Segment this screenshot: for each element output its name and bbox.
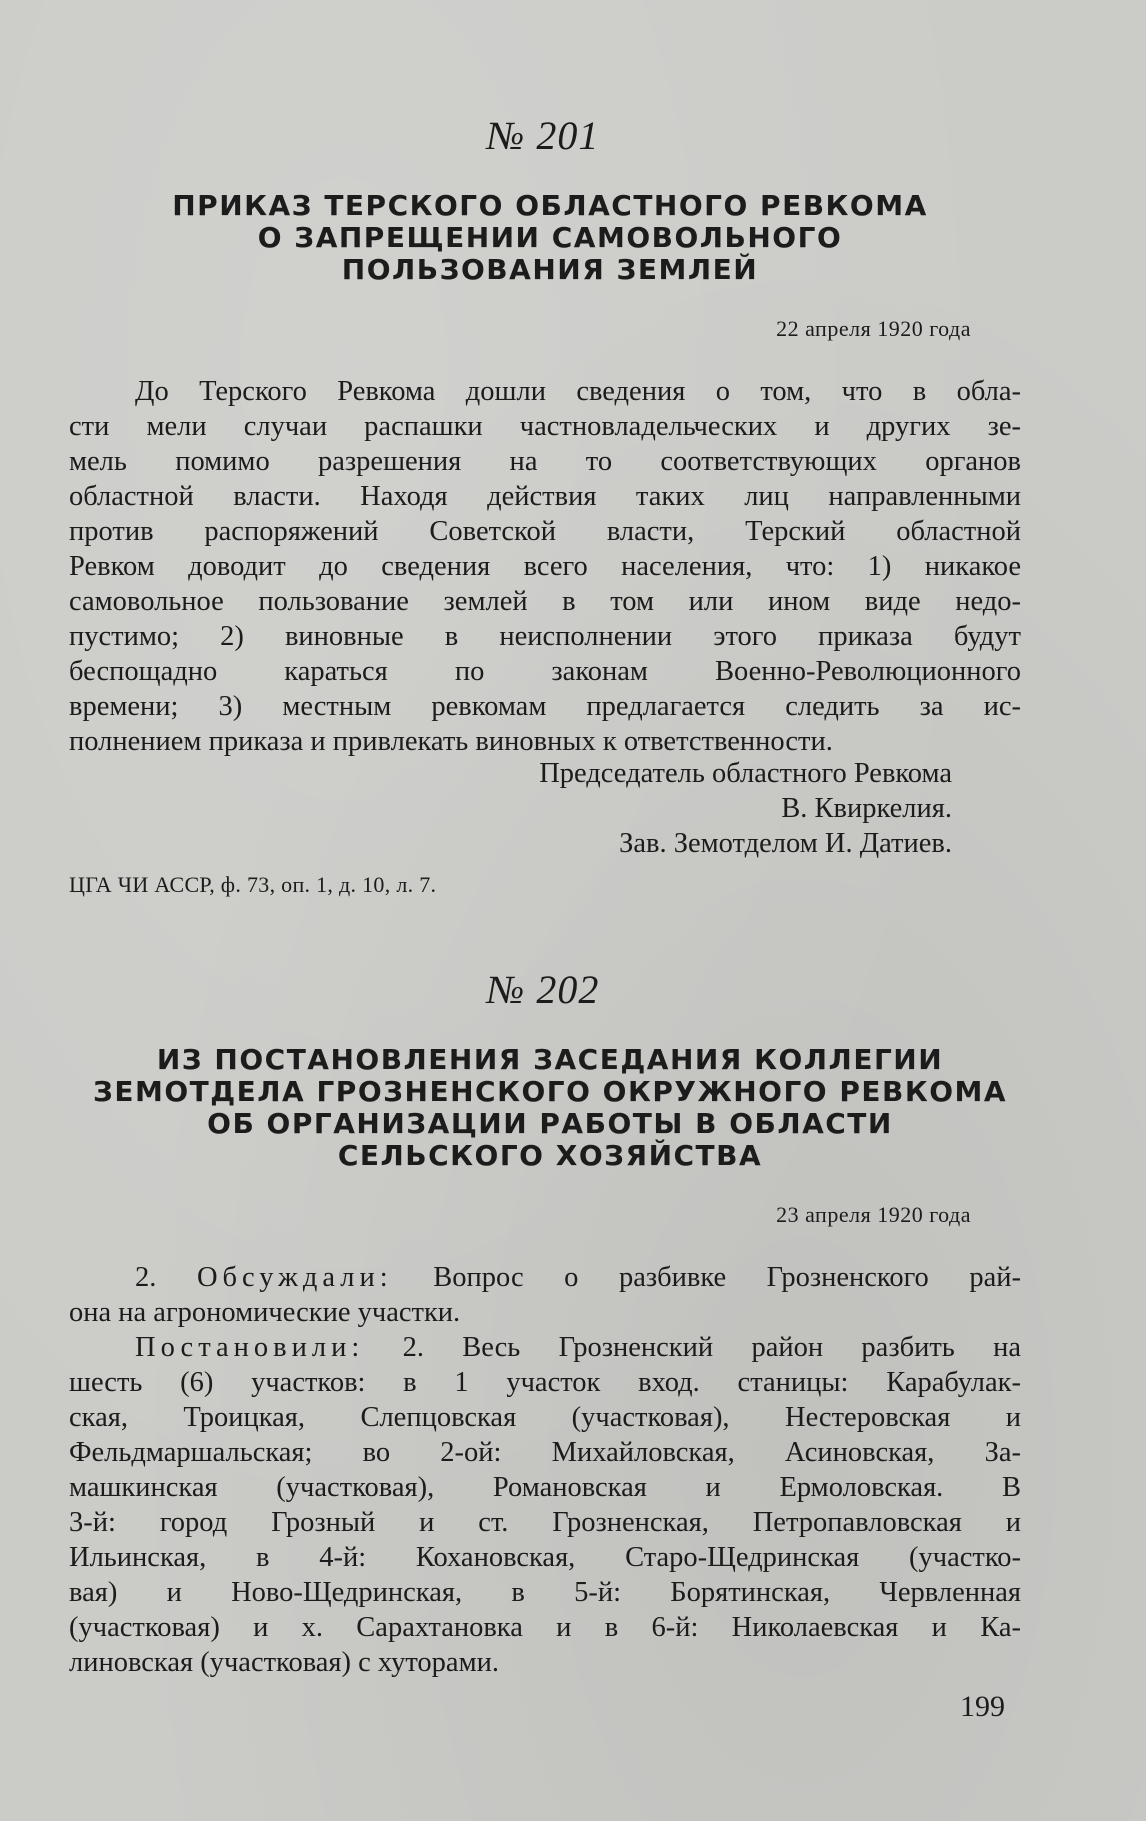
body-line: ская, Троицкая, Слепцовская (участковая), Нестеровская и (69, 1402, 1021, 1433)
discussed-label: Обсуждали: (196, 1262, 393, 1293)
doc-202-title-line: ИЗ ПОСТАНОВЛЕНИЯ ЗАСЕДАНИЯ КОЛЛЕГИИ (156, 1043, 944, 1076)
body-line: беспощадно караться по законам Военно-Революционного (69, 656, 1021, 687)
discussed-line (69, 1260, 1021, 1295)
doc-202-title-line: СЕЛЬСКОГО ХОЗЯЙСТВА (337, 1139, 763, 1172)
doc-201-title-line: О ЗАПРЕЩЕНИИ САМОВОЛЬНОГО (257, 221, 843, 254)
body-line: полнением приказа и привлекать виновных к ответственности. (69, 726, 833, 757)
body-line: Ильинская, в 4-й: Кохановская, Старо-Щедринская (участко- (69, 1542, 1021, 1573)
body-line: Фельдмаршальская; во 2-ой: Михайловская, Асиновская, За- (69, 1437, 1021, 1468)
body-line: пустимо; 2) виновные в неисполнении этого приказа будут (69, 621, 1021, 652)
body-line: времени; 3) местным ревкомам предлагается следить за ис- (69, 691, 1021, 722)
discussed-prefix: 2. (135, 1262, 157, 1293)
signature-line: Зав. Земотделом И. Датиев. (619, 828, 952, 859)
doc-202-body (69, 1260, 1021, 1680)
body-line: 3-й: город Грозный и ст. Грозненская, Петропавловская и (69, 1507, 1021, 1538)
doc-201-date: 22 апреля 1920 года (776, 316, 971, 341)
body-line: против распоряжений Советской власти, Терский областной (69, 516, 1021, 547)
doc-201-title-line: ПОЛЬЗОВАНИЯ ЗЕМЛЕЙ (341, 253, 759, 286)
doc-201-number: № 201 (486, 113, 600, 158)
body-line: областной власти. Находя действия таких лиц направленными (69, 481, 1021, 512)
body-line: (участковая) и х. Сарахтановка и в 6-й: Николаевская и Ка- (69, 1612, 1021, 1643)
resolved-line (69, 1330, 1021, 1365)
body-line: До Терского Ревкома дошли сведения о том, что в обла- (135, 376, 1021, 407)
body-line: мель помимо разрешения на то соответствующих органов (69, 446, 1021, 477)
discussed-text: Вопрос о разбивке Грозненского рай- (433, 1262, 1021, 1293)
doc-202-title-line: ЗЕМОТДЕЛА ГРОЗНЕНСКОГО ОКРУЖНОГО РЕВКОМА (92, 1075, 1008, 1108)
signature-line: Председатель областного Ревкома (539, 758, 952, 789)
doc-201-body (69, 374, 1021, 759)
body-line: шесть (6) участков: в 1 участок вход. станицы: Карабулак- (69, 1367, 1021, 1398)
page-number: 199 (960, 1690, 1005, 1723)
doc-201-signature (539, 756, 952, 861)
body-line: самовольное пользование землей в том или ином виде недо- (69, 586, 1021, 617)
body-line: сти мели случаи распашки частновладельческих и других зе- (69, 411, 1021, 442)
body-line: линовская (участковая) с хуторами. (69, 1647, 499, 1678)
doc-201-title (80, 190, 1020, 286)
signature-line: В. Квиркелия. (781, 793, 952, 824)
doc-201-title-line: ПРИКАЗ ТЕРСКОГО ОБЛАСТНОГО РЕВКОМА (172, 189, 928, 222)
doc-201-archive-ref: ЦГА ЧИ АССР, ф. 73, оп. 1, д. 10, л. 7. (69, 872, 437, 897)
doc-202-title (80, 1044, 1020, 1172)
body-line: машкинская (участковая), Романовская и Ермоловская. В (69, 1472, 1021, 1503)
doc-202-date: 23 апреля 1920 года (776, 1202, 971, 1227)
doc-202-number: № 202 (486, 967, 600, 1012)
resolved-text: 2. Весь Грозненский район разбить на (402, 1332, 1022, 1363)
discussed-line-2: она на агрономические участки. (69, 1297, 461, 1328)
resolved-label: Постановили: (135, 1332, 365, 1363)
body-line: вая) и Ново-Щедринская, в 5-й: Борятинская, Червленная (69, 1577, 1021, 1608)
body-line: Ревком доводит до сведения всего населения, что: 1) никакое (69, 551, 1021, 582)
doc-202-title-line: ОБ ОРГАНИЗАЦИИ РАБОТЫ В ОБЛАСТИ (207, 1107, 893, 1140)
